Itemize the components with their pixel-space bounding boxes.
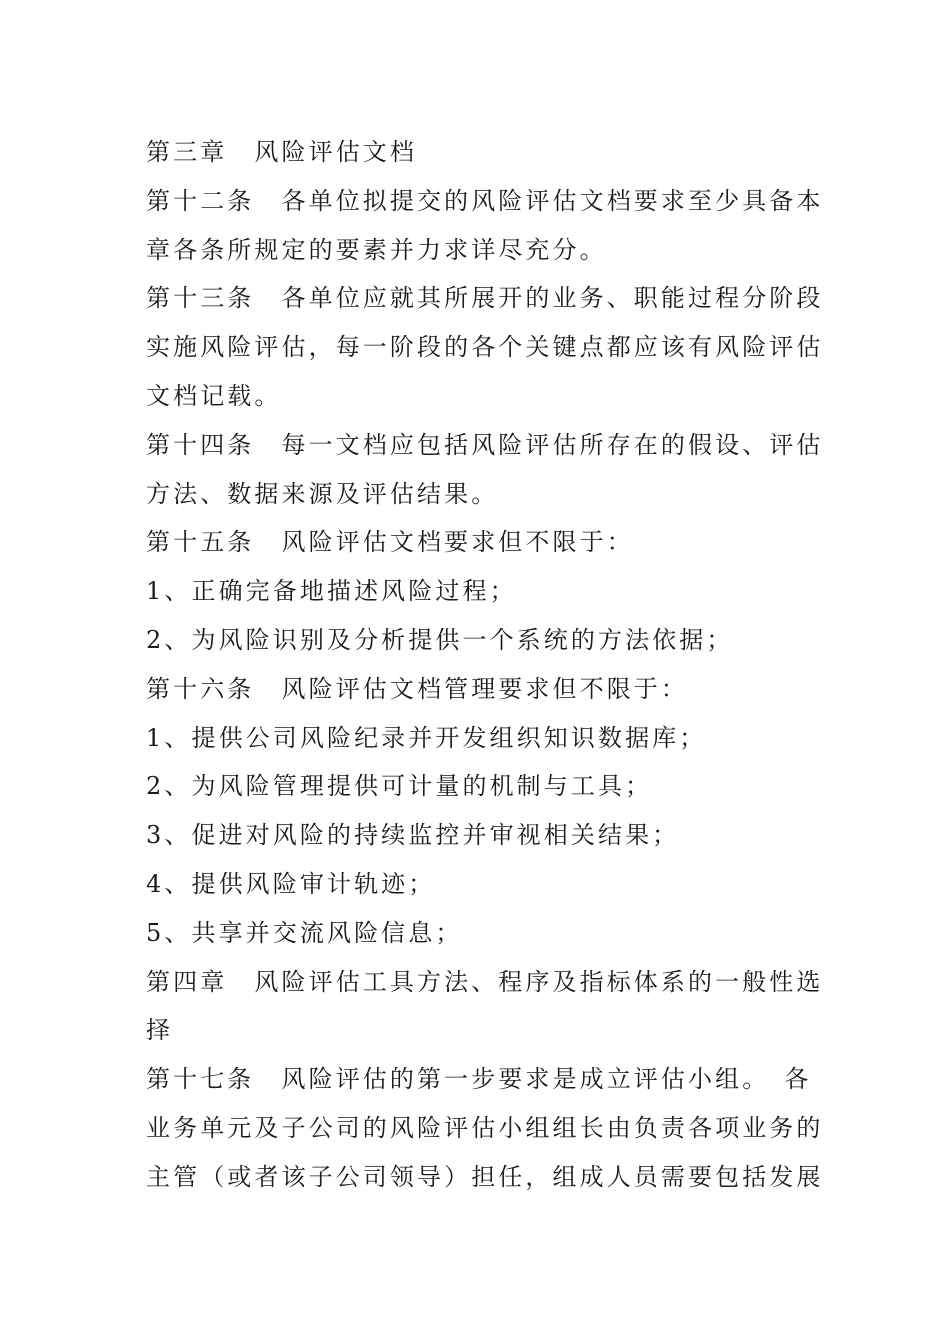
article-16-item-2: 2、为风险管理提供可计量的机制与工具； bbox=[146, 772, 653, 801]
article-14-line-2: 方法、数据来源及评估结果。 bbox=[146, 479, 499, 508]
article-17-line-2: 业务单元及子公司的风险评估小组组长由负责各项业务的 bbox=[146, 1113, 824, 1142]
chapter-heading-3: 第三章 风险评估文档 bbox=[146, 138, 417, 166]
article-17-line-3: 主管（或者该子公司领导）担任，组成人员需要包括发展 bbox=[146, 1162, 824, 1191]
article-12-line-1: 第十二条 各单位拟提交的风险评估文档要求至少具备本 bbox=[146, 186, 824, 215]
article-12-line-2: 章各条所规定的要素并力求详尽充分。 bbox=[146, 235, 607, 264]
article-16-line: 第十六条 风险评估文档管理要求但不限于： bbox=[146, 674, 688, 703]
article-17-line-1: 第十七条 风险评估的第一步要求是成立评估小组。 各 bbox=[146, 1065, 812, 1094]
article-13-line-1: 第十三条 各单位应就其所展开的业务、职能过程分阶段 bbox=[146, 284, 824, 313]
article-13-line-2: 实施风险评估，每一阶段的各个关键点都应该有风险评估 bbox=[146, 333, 824, 362]
article-14-line-1: 第十四条 每一文档应包括风险评估所存在的假设、评估 bbox=[146, 430, 824, 459]
chapter-heading-4-line-1: 第四章 风险评估工具方法、程序及指标体系的一般性选 bbox=[146, 967, 824, 996]
article-13-line-3: 文档记载。 bbox=[146, 381, 282, 410]
article-16-item-1: 1、提供公司风险纪录并开发组织知识数据库； bbox=[146, 723, 707, 752]
article-15-item-1: 1、正确完备地描述风险过程； bbox=[146, 577, 517, 606]
article-16-item-4: 4、提供风险审计轨迹； bbox=[146, 869, 436, 898]
article-15-line: 第十五条 风险评估文档要求但不限于： bbox=[146, 528, 634, 557]
document-body bbox=[146, 128, 824, 1202]
article-16-item-3: 3、促进对风险的持续监控并审视相关结果； bbox=[146, 821, 680, 850]
article-15-item-2: 2、为风险识别及分析提供一个系统的方法依据； bbox=[146, 625, 734, 654]
chapter-heading-4-line-2: 择 bbox=[146, 1016, 174, 1045]
article-16-item-5: 5、共享并交流风险信息； bbox=[146, 918, 463, 947]
